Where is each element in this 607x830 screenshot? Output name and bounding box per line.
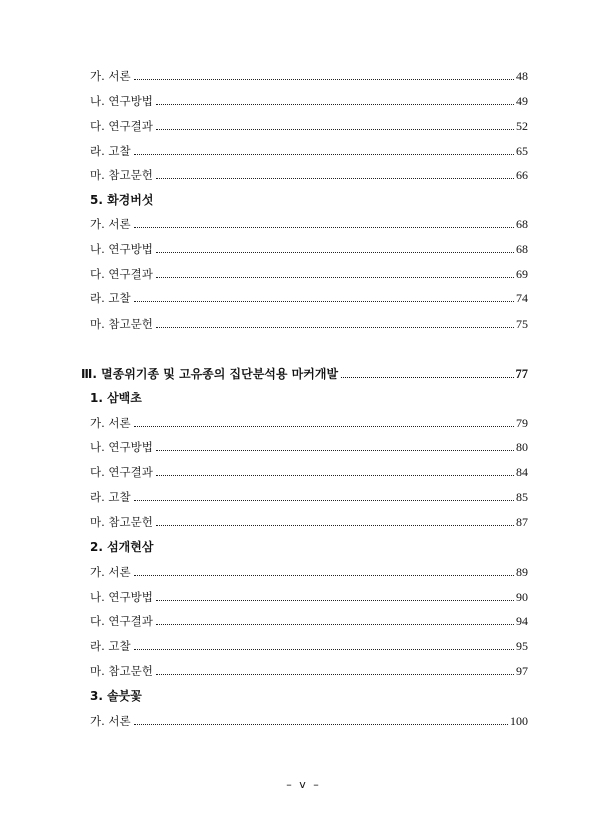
toc-entry[interactable]: [90, 143, 528, 159]
toc-entry-label: 라. 고찰: [90, 144, 131, 158]
leader-dots: [341, 376, 513, 378]
toc-entry[interactable]: [90, 464, 528, 480]
leader-dots: [156, 251, 514, 253]
toc-entry[interactable]: [90, 638, 528, 654]
toc-entry-label: 나. 연구방법: [90, 590, 153, 604]
toc-entry-label: 마. 참고문헌: [90, 168, 153, 182]
toc-entry-page: 85: [516, 490, 528, 504]
toc-entry-page: 97: [516, 664, 528, 678]
toc-entry[interactable]: [90, 439, 528, 455]
toc-entry-label: 마. 참고문헌: [90, 515, 153, 529]
leader-dots: [134, 78, 514, 80]
toc-entry-page: 49: [516, 94, 528, 108]
toc-entry-label: 가. 서론: [90, 217, 131, 231]
toc-entry[interactable]: [90, 663, 528, 679]
toc-entry-label: 다. 연구결과: [90, 614, 153, 628]
toc-entry[interactable]: [90, 118, 528, 134]
toc-entry-label: 나. 연구방법: [90, 94, 153, 108]
toc-entry-label: 마. 참고문헌: [90, 317, 153, 331]
toc-entry[interactable]: [90, 415, 528, 431]
toc-entry-page: 90: [516, 590, 528, 604]
leader-dots: [134, 723, 508, 725]
toc-entry-page: 66: [516, 168, 528, 182]
toc-entry[interactable]: [90, 68, 528, 84]
leader-dots: [134, 153, 514, 155]
leader-dots: [134, 574, 514, 576]
toc-chapter-entry[interactable]: [81, 366, 528, 382]
toc-entry-label: 나. 연구방법: [90, 242, 153, 256]
toc-entry[interactable]: [90, 266, 528, 282]
toc-chapter-page: 77: [515, 367, 528, 381]
toc-entry[interactable]: [90, 316, 528, 332]
leader-dots: [156, 449, 514, 451]
toc-entry-label: 라. 고찰: [90, 291, 131, 305]
toc-entry[interactable]: [90, 514, 528, 530]
toc-entry-page: 68: [516, 217, 528, 231]
leader-dots: [156, 326, 514, 328]
toc-entry-page: 80: [516, 440, 528, 454]
toc-entry[interactable]: [90, 241, 528, 257]
leader-dots: [156, 623, 514, 625]
toc-entry-label: 가. 서론: [90, 416, 131, 430]
leader-dots: [156, 103, 514, 105]
toc-entry[interactable]: [90, 93, 528, 109]
toc-entry-page: 94: [516, 614, 528, 628]
leader-dots: [156, 524, 514, 526]
toc-entry-page: 75: [516, 317, 528, 331]
leader-dots: [156, 673, 514, 675]
toc-entry-label: 다. 연구결과: [90, 267, 153, 281]
toc-entry-page: 95: [516, 639, 528, 653]
leader-dots: [134, 425, 514, 427]
toc-entry-label: 다. 연구결과: [90, 119, 153, 133]
leader-dots: [156, 599, 514, 601]
toc-entry-label: 가. 서론: [90, 714, 131, 728]
leader-dots: [156, 276, 514, 278]
toc-section-heading[interactable]: 2. 섬개현삼: [90, 540, 154, 554]
leader-dots: [134, 226, 514, 228]
toc-entry[interactable]: [90, 167, 528, 183]
toc-entry-label: 나. 연구방법: [90, 440, 153, 454]
toc-entry[interactable]: [90, 489, 528, 505]
toc-section-heading[interactable]: 1. 삼백초: [90, 391, 142, 405]
toc-entry-label: 가. 서론: [90, 69, 131, 83]
leader-dots: [134, 648, 514, 650]
toc-entry-page: 79: [516, 416, 528, 430]
toc-entry-page: 48: [516, 69, 528, 83]
toc-entry[interactable]: [90, 564, 528, 580]
toc-entry[interactable]: [90, 613, 528, 629]
toc-entry-page: 52: [516, 119, 528, 133]
toc-entry-label: 마. 참고문헌: [90, 664, 153, 678]
toc-section-heading[interactable]: 5. 화경버섯: [90, 193, 154, 207]
toc-entry-label: 라. 고찰: [90, 490, 131, 504]
toc-entry[interactable]: [90, 713, 528, 729]
toc-entry-page: 68: [516, 242, 528, 256]
leader-dots: [156, 128, 514, 130]
toc-entry-label: 가. 서론: [90, 565, 131, 579]
page-number-footer: – v –: [286, 778, 321, 791]
leader-dots: [134, 499, 514, 501]
toc-entry-page: 69: [516, 267, 528, 281]
toc-entry-page: 89: [516, 565, 528, 579]
toc-entry[interactable]: [90, 290, 528, 306]
toc-entry-page: 84: [516, 465, 528, 479]
toc-entry[interactable]: [90, 589, 528, 605]
leader-dots: [156, 474, 514, 476]
toc-entry-label: 라. 고찰: [90, 639, 131, 653]
toc-entry-page: 100: [510, 714, 528, 728]
toc-entry[interactable]: [90, 216, 528, 232]
leader-dots: [156, 177, 514, 179]
toc-chapter-label: Ⅲ. 멸종위기종 및 고유종의 집단분석용 마커개발: [81, 367, 339, 381]
toc-entry-page: 87: [516, 515, 528, 529]
toc-section-heading[interactable]: 3. 솔붓꽃: [90, 689, 142, 703]
toc-entry-page: 65: [516, 144, 528, 158]
leader-dots: [134, 300, 514, 302]
toc-entry-label: 다. 연구결과: [90, 465, 153, 479]
toc-entry-page: 74: [516, 291, 528, 305]
